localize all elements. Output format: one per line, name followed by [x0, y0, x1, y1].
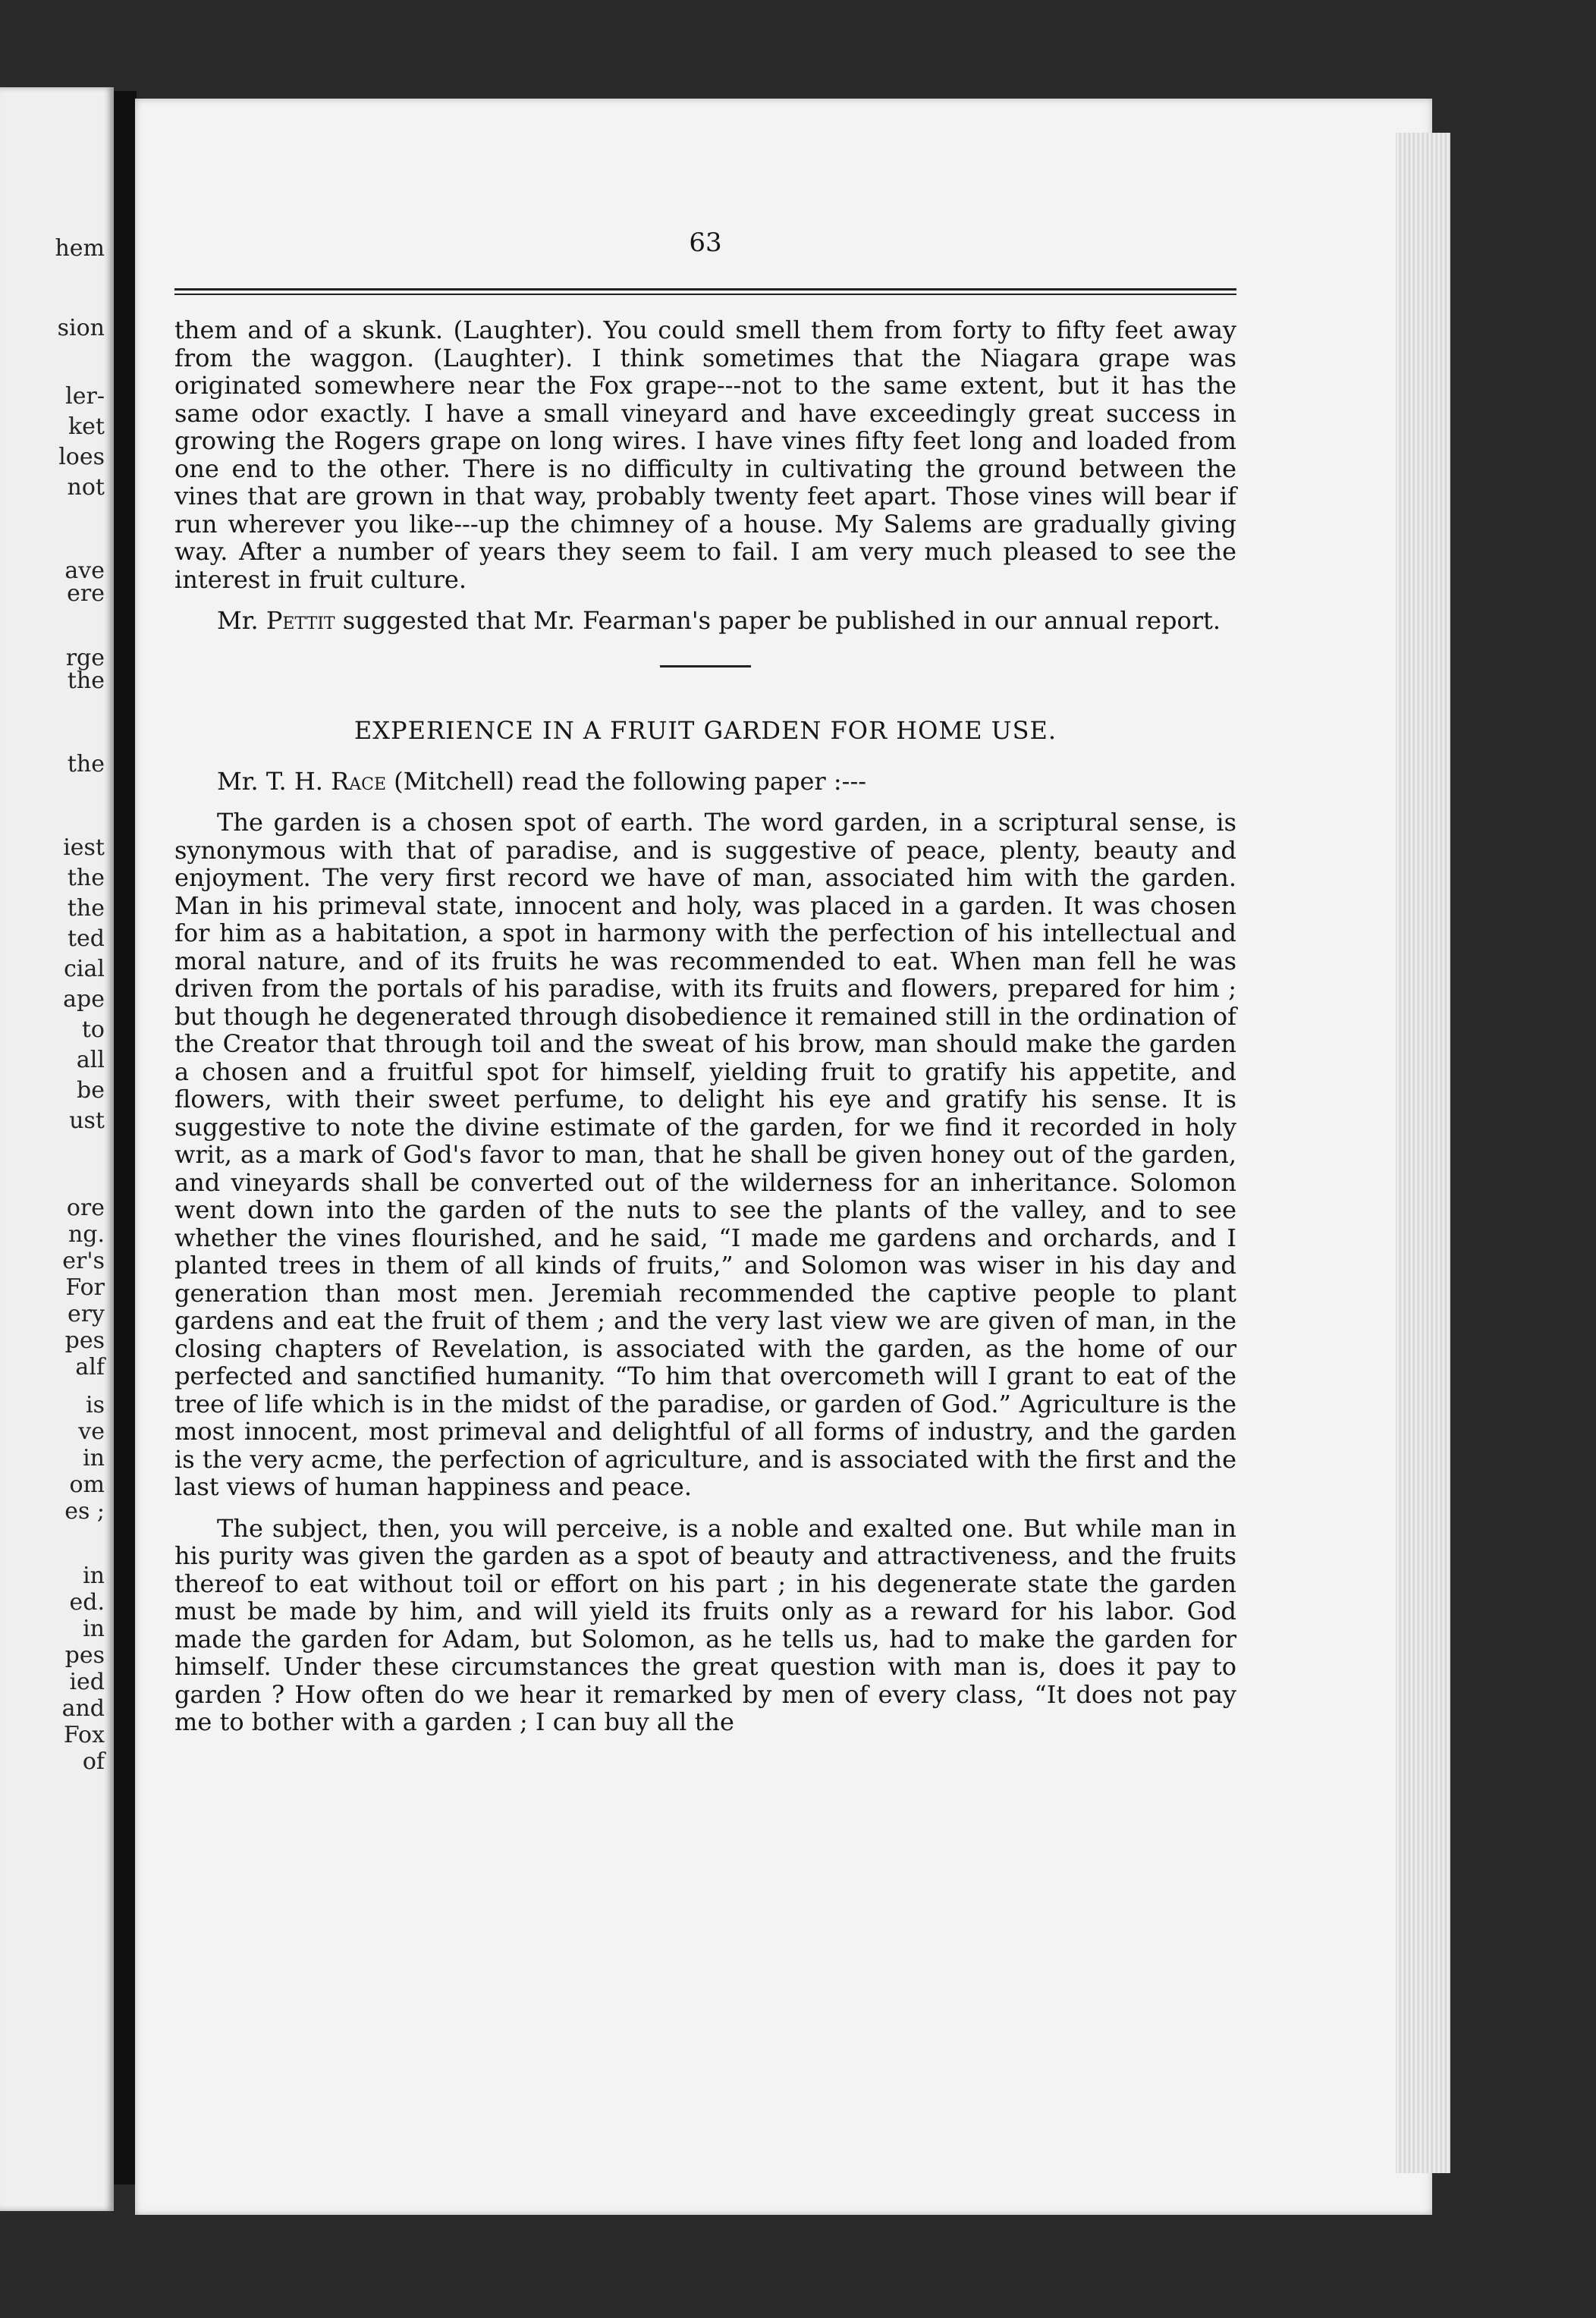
facing-page-fragment: es ; [64, 1498, 105, 1525]
facing-page-fragment: in [83, 1563, 105, 1589]
paragraph-rest: suggested that Mr. Fearman's paper be published in our annual report. [335, 606, 1221, 635]
facing-page-fragment: the [67, 865, 105, 891]
facing-page-fragment: ore [66, 1195, 105, 1221]
facing-page-fragment: to [81, 1016, 105, 1043]
paragraph-discussion: them and of a skunk. (Laughter). You could smell them from forty to fifty feet away from the waggon. (Laughter). I think sometimes that the Niagara grape was originated somewhere near the Fox grape---not to the same extent, but it has the same odor exactly. I have a small vineyard and have exceedingly great success in growing the Rogers grape on long wires. I have vines fifty feet long and loaded from one end to the other. There is no difficulty in cultivating the ground between the vines that are grown in that way, probably twenty feet apart. Those vines will bear if run wherever you like---up the chimney of a house. My Salems are gradually giving way. After a number of years they seem to fail. I am very much pleased to see the interest in fruit culture. [174, 316, 1236, 594]
facing-page-fragment: is [86, 1392, 105, 1418]
page-edges [1396, 133, 1450, 2173]
facing-page-fragment: cial [64, 956, 105, 982]
speaker-prefix: Mr. [217, 606, 266, 635]
speaker-prefix: Mr. T. H. [217, 766, 331, 796]
facing-page-fragment: ve [78, 1418, 105, 1445]
facing-page-fragment: om [69, 1472, 105, 1498]
facing-page-fragment: the [67, 667, 105, 694]
facing-page-fragment: alf [75, 1354, 105, 1380]
paper-intro [174, 768, 1236, 796]
facing-page-fragment: ust [69, 1107, 105, 1134]
facing-page-fragment: ted [67, 925, 105, 952]
facing-page-fragment: the [67, 895, 105, 922]
facing-page-fragment: ere [67, 580, 105, 607]
facing-page-fragment: Fox [63, 1722, 105, 1748]
paragraph-pettit [174, 607, 1236, 635]
facing-page-fragment: ng. [68, 1221, 105, 1248]
paragraph-rest: (Mitchell) read the following paper :--- [386, 766, 867, 796]
facing-page-fragment: iest [63, 834, 105, 861]
page-number: 63 [689, 228, 722, 258]
facing-page-fragment: and [61, 1695, 105, 1722]
facing-page-fragment: ied [69, 1669, 105, 1695]
speaker-name: Pettit [265, 606, 335, 635]
facing-page-fragment: not [67, 474, 105, 501]
page-content [174, 228, 1236, 1750]
facing-page-fragment: pes [64, 1642, 105, 1669]
facing-page-fragment: the [67, 751, 105, 777]
facing-page-fragment: in [83, 1445, 105, 1472]
facing-page-fragment: ape [63, 986, 105, 1013]
header-rule [174, 288, 1236, 295]
facing-page-fragment: ket [68, 413, 105, 440]
section-heading: EXPERIENCE IN A FRUIT GARDEN FOR HOME USE. [353, 715, 1057, 745]
speaker-name: Race [331, 766, 386, 796]
facing-page-fragment: er's [62, 1248, 105, 1274]
facing-page-fragment: hem [55, 235, 105, 262]
paragraph-garden: The garden is a chosen spot of earth. The word garden, in a scriptural sense, is synonymous with that of paradise, and is suggestive of peace, plenty, beauty and enjoyment. The very first record we have of man, associated him with the garden. Man in his primeval state, innocent and holy, was placed in a garden. It was chosen for him as a habitation, a spot in harmony with the perfection of his intellectual and moral nature, and of its fruits he was recommended to eat. When man fell he was driven from the portals of his paradise, with its fruits and flowers, prepared for him ; but though he degenerated through disobedience it remained still in the ordination of the Creator that through toil and the sweat of his brow, man should make the garden a chosen and a fruitful spot for himself, yielding fruit to gratify his appetite, and flowers, with their sweet perfume, to delight his eye and gratify his sense. It is suggestive to note the divine estimate of the garden, for we find it recorded in holy writ, as a mark of God's favor to man, that he shall be given honey out of the garden, and vineyards shall be converted out of the wilderness for an inheritance. Solomon went down into the garden of the nuts to see the plants of the valley, and to see whether the vines flourished, and he said, “I made me gardens and orchards, and I planted trees in them of all kinds of fruits,” and Solomon was wiser in his day and generation than most men. Jeremiah recommended the captive people to plant gardens and eat the fruit of them ; and the very last view we are given of man, in the closing chapters of Revelation, is associated with the garden, as the home of our perfected and sanctified humanity. “To him that overcometh will I grant to eat of the tree of life which is in the midst of the paradise, or garden of God.” Agriculture is the most innocent, most primeval and delightful of all forms of industry, and the garden is the very acme, the perfection of agriculture, and is associated with the first and the last views of human happiness and peace. [174, 808, 1236, 1501]
facing-page-fragment: be [77, 1077, 105, 1104]
facing-page-fragment: For [65, 1274, 105, 1301]
facing-page-fragment: loes [58, 444, 105, 470]
facing-page-fragment: ave [64, 558, 105, 584]
section-divider [660, 665, 751, 667]
facing-page [0, 87, 114, 2211]
facing-page-fragment: of [82, 1748, 105, 1775]
paragraph-subject: The subject, then, you will perceive, is a noble and exalted one. But while man in his purity was given the garden as a spot of beauty and attractiveness, and the fruits thereof to eat without toil or effort on his part ; in his degenerate state the garden must be made by him, and will yield its fruits only as a reward for his labor. God made the garden for Adam, but Solomon, as he tells us, had to make the garden for himself. Under these circumstances the great question with man is, does it pay to garden ? How often do we hear it remarked by men of every class, “It does not pay me to bother with a garden ; I can buy all the [174, 1513, 1236, 1736]
facing-page-fragment: sion [57, 315, 105, 341]
facing-page-fragment: rge [65, 645, 105, 671]
facing-page-fragment: all [76, 1047, 105, 1073]
facing-page-fragment: pes [64, 1327, 105, 1354]
facing-page-fragment: ler- [65, 383, 105, 410]
book-gutter [114, 91, 137, 2185]
facing-page-fragment: ed. [69, 1589, 105, 1616]
facing-page-fragment: in [83, 1616, 105, 1642]
facing-page-fragment: ery [67, 1301, 105, 1327]
